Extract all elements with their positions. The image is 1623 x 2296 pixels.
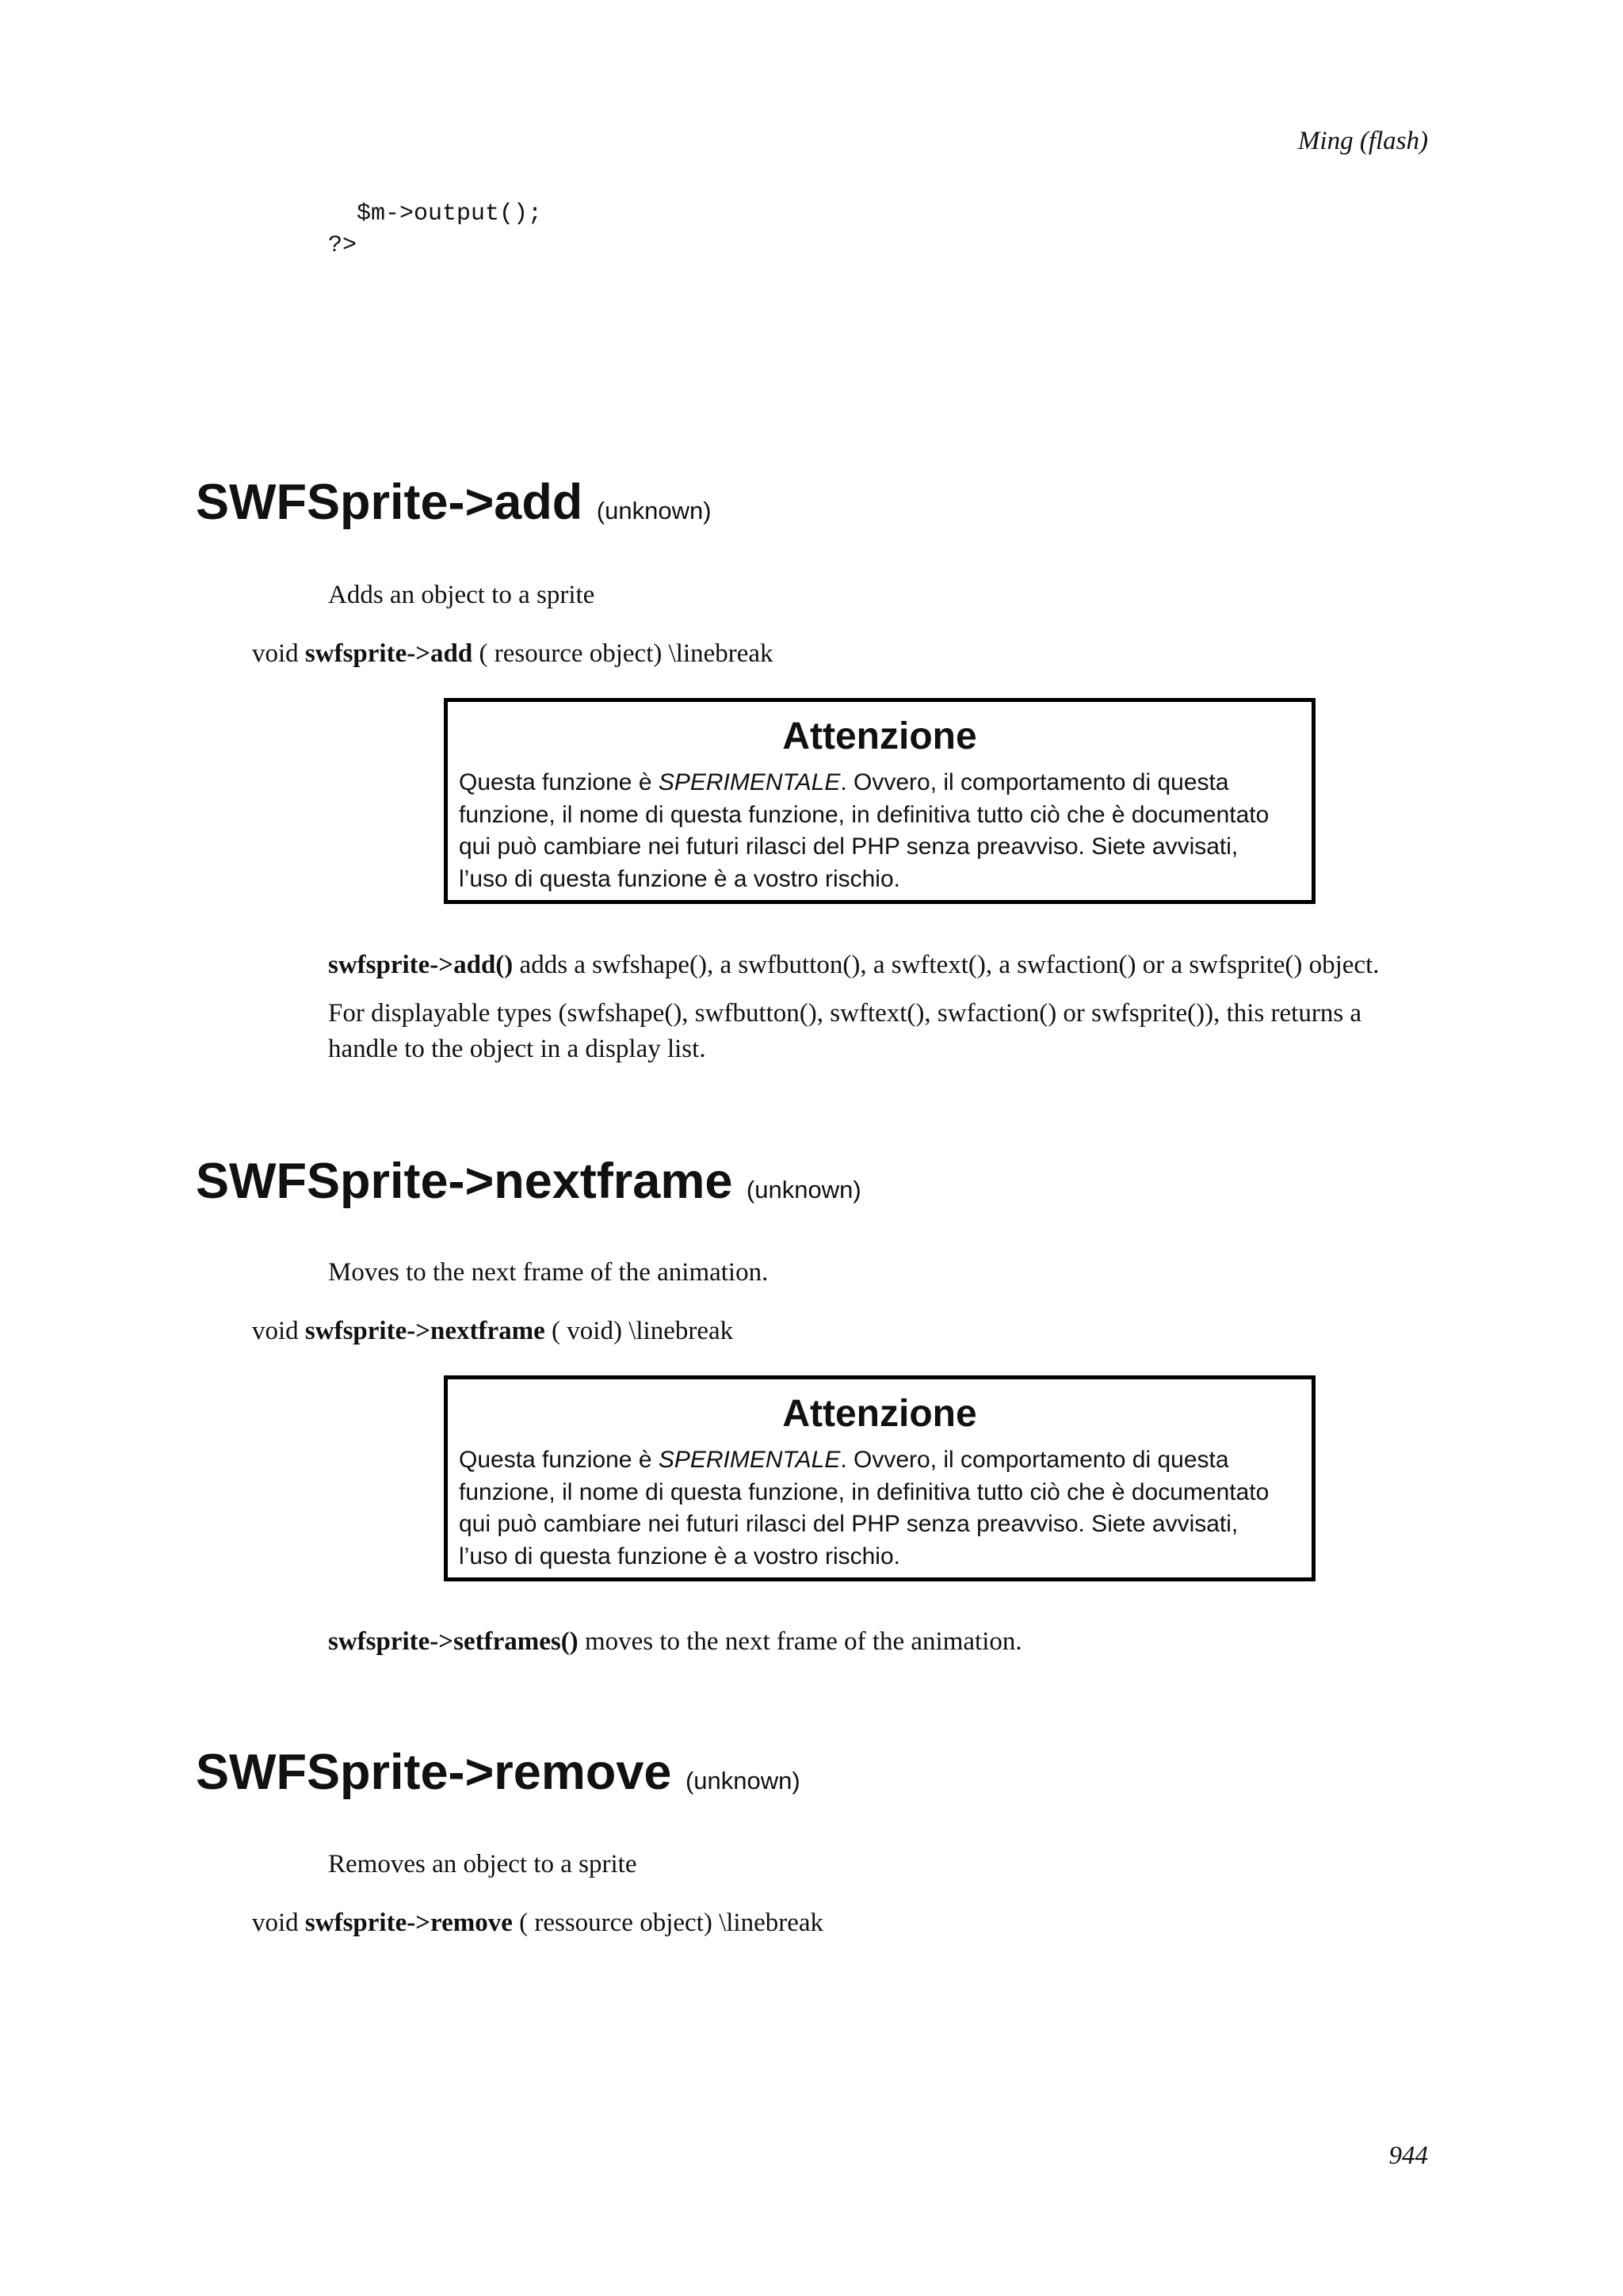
warning-text: funzione, il nome di questa funzione, in definitiva tutto ciò che è documentato [459,1478,1270,1505]
description-text: For displayable types (swfshape(), swfbutton(), swftext(), swfaction() or swfsprite()), this returns a [328,999,1362,1028]
method-name: swfsprite->add [304,639,473,668]
method-params: ( resource object) \linebreak [479,639,773,668]
warning-title: Attenzione [782,715,977,757]
warning-text: Questa funzione è [459,769,659,795]
warning-text: Questa funzione è [459,1447,659,1473]
description-text: handle to the object in a display list. [328,1035,706,1063]
code-line: $m->output(); [328,200,543,227]
description-method: swfsprite->setframes() [328,1627,579,1656]
method-synopsis [252,639,773,669]
entry-title-add [196,475,712,530]
method-synopsis [252,1909,823,1938]
return-type: void [252,1317,299,1345]
entry-description-2 [328,996,1361,1067]
code-line: ?> [328,232,357,259]
warning-box [444,698,1316,904]
description-text: adds a swfshape(), a swfbutton(), a swftext(), a swfaction() or a swfsprite() object. [513,951,1380,979]
method-synopsis [252,1317,733,1346]
entry-title-text: SWFSprite->remove [196,1745,672,1800]
warning-body [459,1444,1297,1573]
warning-text: funzione, il nome di questa funzione, in definitiva tutto ciò che è documentato [459,801,1270,828]
entry-description [328,1624,1022,1660]
entry-title-text: SWFSprite->add [196,475,583,530]
warning-body [459,767,1297,895]
entry-description [328,948,1380,983]
description-text: moves to the next frame of the animation. [578,1627,1022,1656]
warning-text: . Ovvero, il comportamento di questa [840,769,1229,795]
warning-emphasis: SPERIMENTALE [658,769,841,795]
method-name: swfsprite->nextframe [304,1317,545,1345]
entry-purpose: Adds an object to a sprite [328,581,595,609]
entry-title-text: SWFSprite->nextframe [196,1154,733,1209]
warning-emphasis: SPERIMENTALE [658,1447,841,1473]
entry-title-remove [196,1745,800,1800]
method-name: swfsprite->remove [304,1909,513,1937]
entry-title-nextframe [196,1154,861,1209]
code-example-tail [328,198,542,261]
warning-text: l’uso di questa funzione è a vostro rischio. [459,865,900,892]
page-number: 944 [1388,2142,1428,2170]
running-header: Ming (flash) [1297,127,1428,155]
warning-text: qui può cambiare nei futuri rilasci del PHP senza preavviso. Siete avvisati, [459,833,1239,860]
return-type: void [252,1909,299,1937]
method-params: ( void) \linebreak [552,1317,734,1345]
return-type: void [252,639,299,668]
warning-box [444,1375,1316,1581]
warning-text: l’uso di questa funzione è a vostro rischio. [459,1543,900,1569]
entry-purpose: Moves to the next frame of the animation. [328,1258,769,1287]
entry-purpose: Removes an object to a sprite [328,1850,637,1878]
method-params: ( ressource object) \linebreak [519,1909,824,1937]
warning-text: qui può cambiare nei futuri rilasci del PHP senza preavviso. Siete avvisati, [459,1511,1239,1537]
entry-status: (unknown) [596,497,712,524]
description-method: swfsprite->add() [328,951,514,979]
warning-title: Attenzione [782,1393,977,1435]
entry-status: (unknown) [685,1767,800,1794]
entry-status: (unknown) [746,1176,861,1203]
warning-text: . Ovvero, il comportamento di questa [840,1447,1229,1473]
